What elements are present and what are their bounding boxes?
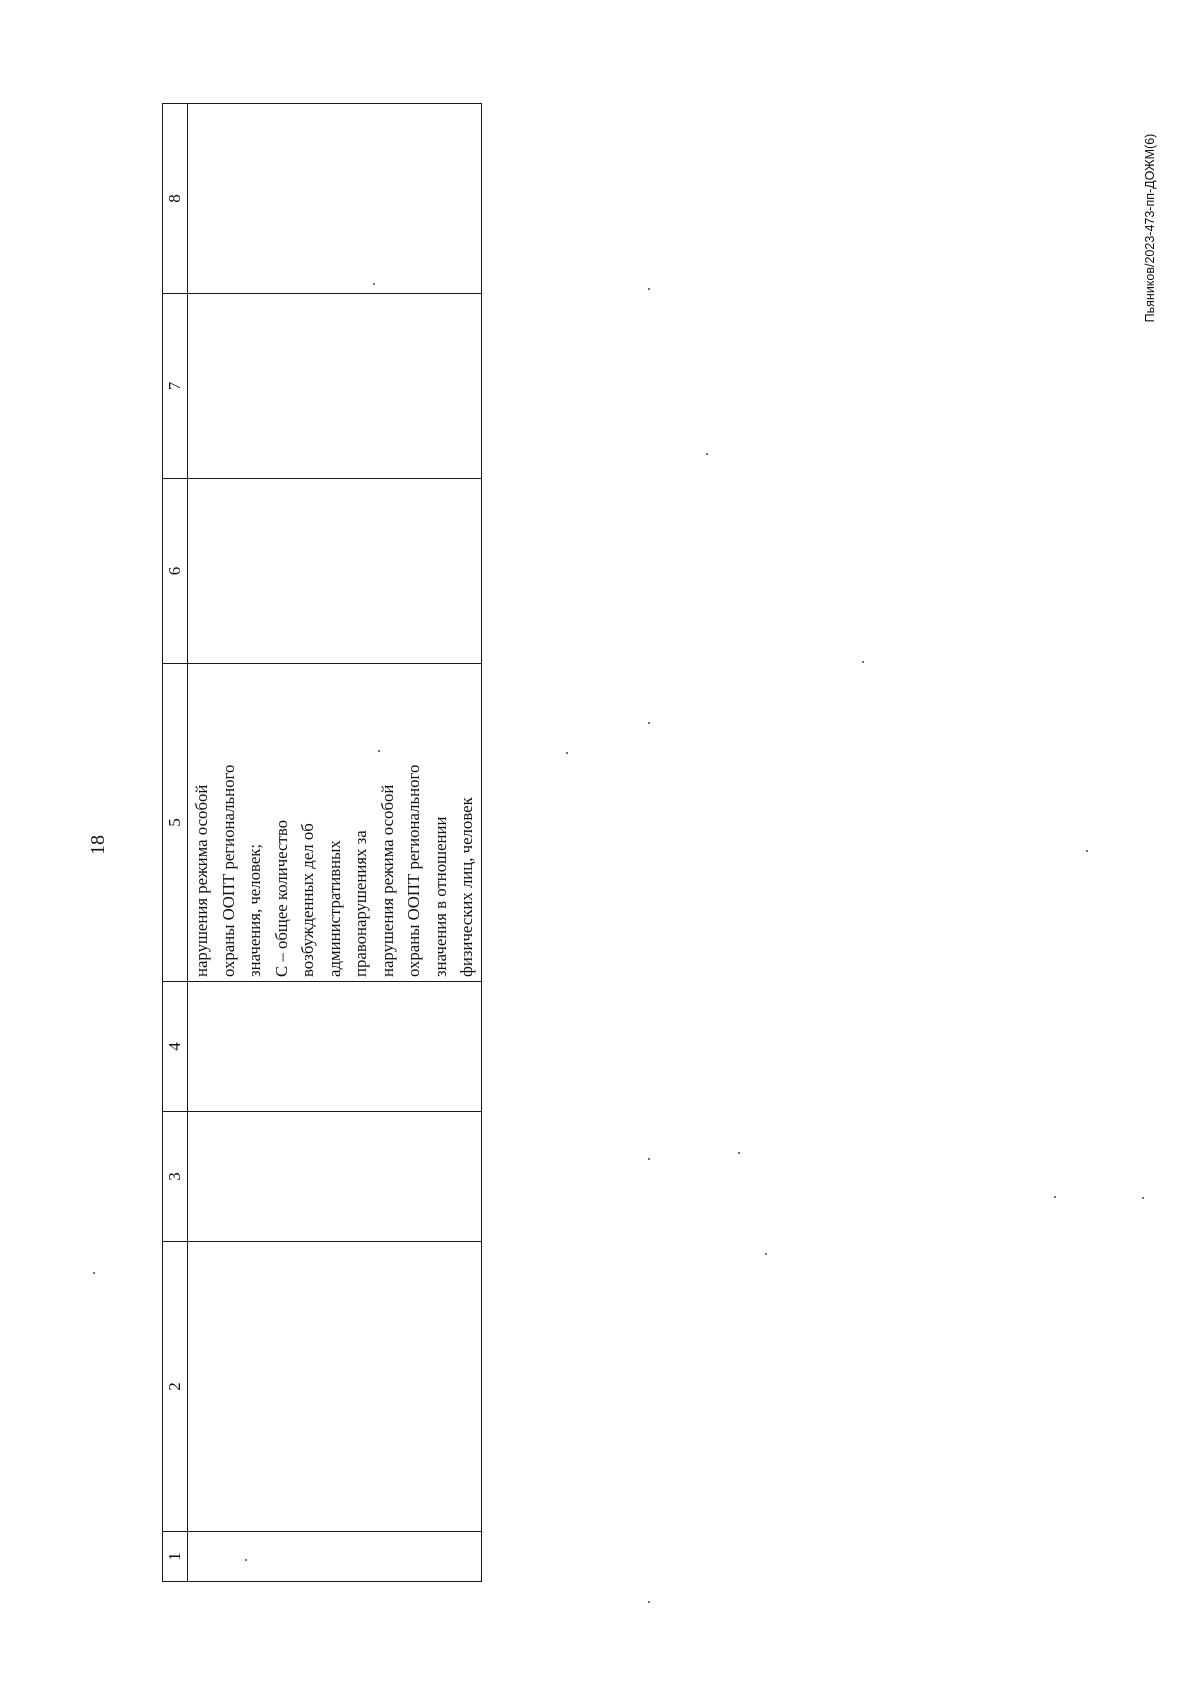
cell-col-4	[188, 982, 482, 1112]
document-code: Пьяников/2023-473-пп-ДОЖМ(6)	[1143, 133, 1157, 323]
table-header-row	[163, 104, 188, 1582]
scan-speck	[648, 1158, 650, 1160]
cell-text-col-8	[188, 104, 189, 293]
scan-speck	[765, 1253, 767, 1255]
scan-speck	[1142, 1197, 1144, 1199]
header-col-3: 3	[163, 1112, 188, 1242]
cell-text-col-2	[188, 1242, 189, 1531]
header-col-8: 8	[163, 104, 188, 294]
cell-col-1	[188, 1532, 482, 1582]
header-col-7: 7	[163, 294, 188, 479]
cell-text-col-7	[188, 294, 189, 478]
cell-col-3	[188, 1112, 482, 1242]
scan-speck	[738, 1152, 740, 1154]
scan-speck	[245, 1559, 247, 1561]
scan-speck	[378, 750, 380, 752]
header-col-4: 4	[163, 982, 188, 1112]
cell-text-col-3	[188, 1112, 189, 1241]
scan-speck	[93, 1272, 95, 1274]
scan-speck	[706, 453, 708, 455]
header-col-5: 5	[163, 664, 188, 982]
cell-text-col-5: нарушения режима особой охраны ООПТ регионального значения, человек; С – общее количество возбужденных дел об административных правонарушениях за нарушения режима особой охраны ООПТ регионального значения в отношении физических лиц, человек	[192, 764, 476, 977]
scan-speck	[862, 661, 864, 663]
scan-speck	[648, 1601, 650, 1603]
cell-col-2	[188, 1242, 482, 1532]
rotated-table-container	[162, 104, 474, 1582]
header-col-6: 6	[163, 479, 188, 664]
cell-text-col-1	[188, 1532, 189, 1581]
header-col-1: 1	[163, 1532, 188, 1582]
indicator-table	[162, 103, 482, 1582]
cell-col-5	[188, 664, 482, 982]
scan-speck	[373, 283, 375, 285]
table-row	[188, 104, 482, 1582]
cell-text-col-4	[188, 982, 189, 1111]
cell-col-7	[188, 294, 482, 479]
page-number: 18	[87, 835, 109, 855]
cell-col-6	[188, 479, 482, 664]
cell-text-col-6	[188, 479, 189, 663]
scan-speck	[1054, 1196, 1056, 1198]
scan-speck	[1086, 850, 1088, 852]
header-col-2: 2	[163, 1242, 188, 1532]
cell-col-8	[188, 104, 482, 294]
scan-speck	[648, 722, 650, 724]
scan-speck	[566, 752, 568, 754]
scan-speck	[648, 288, 650, 290]
